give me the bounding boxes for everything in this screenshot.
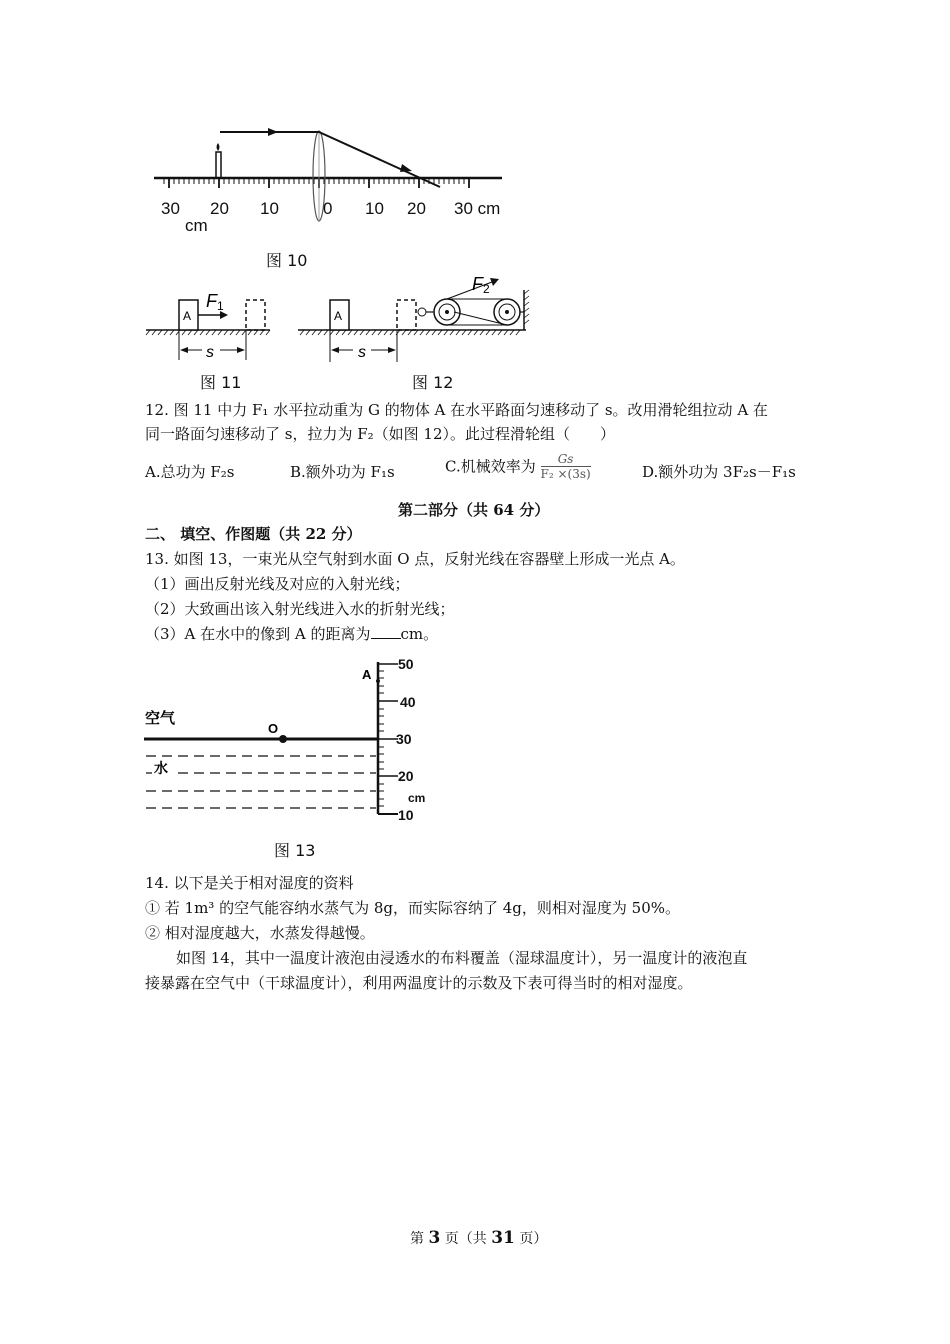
q14-item-1: ① 若 1m³ 的空气能容纳水蒸气为 8g，而实际容纳了 4g，则相对湿度为 50%。 (145, 899, 681, 917)
page-number: 3 (428, 1228, 441, 1248)
fraction-denominator: F₂ ×(3s) (540, 467, 591, 481)
scale-unit-cm: cm (408, 791, 426, 805)
block-a-label: A (183, 309, 192, 323)
fraction-numerator: Gs (541, 452, 591, 467)
answer-blank[interactable] (371, 624, 401, 639)
tick-label-30-left: 30 (161, 199, 180, 218)
q12-option-b[interactable]: B.额外功为 F₁s (290, 463, 395, 481)
distance-arrowhead-right (388, 347, 396, 353)
q13-subq-3-suffix: cm。 (400, 625, 439, 643)
scale-label-40: 40 (400, 694, 416, 710)
q12-line-1: 12. 图 11 中力 F₁ 水平拉动重为 G 的物体 A 在水平路面匀速移动了 s。改用滑轮组拉动 A 在 (145, 401, 768, 419)
q13-subq-3-prefix: （3）A 在水中的像到 A 的距离为 (145, 625, 371, 643)
footer-mid: 页（共 (444, 1231, 487, 1247)
q14-item-2: ② 相对湿度越大，水蒸发得越慢。 (145, 924, 375, 942)
distance-label-s: s (206, 344, 214, 361)
figure-11-caption: 图 11 (200, 373, 242, 392)
candle-flame (217, 143, 220, 151)
tick-label-20-left: 20 (210, 199, 229, 218)
q14-stem: 14. 以下是关于相对湿度的资料 (145, 874, 354, 892)
total-pages: 31 (491, 1228, 515, 1248)
water-label: 水 (154, 760, 168, 776)
q12-line-2: 同一路面匀速移动了 s，拉力为 F₂（如图 12）。此过程滑轮组（ ） (145, 425, 616, 443)
fixed-pulley (494, 299, 520, 325)
footer-suffix: 页） (519, 1231, 548, 1247)
point-a (376, 679, 380, 683)
point-o (279, 735, 287, 743)
distance-arrowhead-right (237, 347, 245, 353)
tick-label-20-right: 20 (407, 199, 426, 218)
figure-13-caption: 图 13 (274, 841, 316, 860)
block-a-label: A (334, 309, 343, 323)
movable-pulley (434, 299, 460, 325)
section-2-title: 二、 填空、作图题（共 22 分） (145, 525, 362, 543)
object-candle (216, 152, 221, 178)
unit-label: cm (185, 216, 208, 235)
tick-label-30-right: 30 cm (454, 199, 501, 218)
figure-10-caption: 图 10 (266, 251, 308, 270)
ray-arrow (268, 128, 278, 136)
water-dashes (146, 756, 376, 808)
page-footer (410, 1228, 547, 1249)
tick-label-10-left: 10 (260, 199, 279, 218)
scale-label-30: 30 (396, 731, 412, 747)
q13-subq-2: （2）大致画出该入射光线进入水的折射光线； (145, 600, 455, 618)
force-label-f2: F2 (472, 274, 490, 296)
point-a-label: A (362, 667, 372, 682)
air-label: 空气 (145, 710, 176, 727)
ruler-major-ticks (378, 664, 398, 776)
figure-10-diagram (140, 120, 540, 240)
scale-label-20: 20 (398, 768, 414, 784)
distance-arrowhead-left (331, 347, 339, 353)
point-o-label: O (268, 721, 279, 736)
q13-subq-1: （1）画出反射光线及对应的入射光线； (145, 575, 410, 593)
figure-12-caption: 图 12 (412, 373, 454, 392)
tick-label-0: 0 (323, 199, 333, 218)
footer-prefix: 第 (410, 1231, 424, 1247)
q12-option-a[interactable]: A.总功为 F₂s (145, 463, 235, 481)
block-a-final-position (397, 300, 416, 330)
q12-option-c-prefix: C.机械效率为 (445, 457, 536, 476)
distance-arrowhead-left (180, 347, 188, 353)
q12-option-d[interactable]: D.额外功为 3F₂s－F₁s (642, 463, 796, 481)
q13-subq-3 (145, 624, 438, 644)
q13-stem: 13. 如图 13，一束光从空气射到水面 O 点，反射光线在容器壁上形成一光点 A。 (145, 550, 685, 568)
block-a-final-position (246, 300, 265, 330)
tick-label-10-right: 10 (365, 199, 384, 218)
q14-paragraph-line-1: 如图 14，其中一温度计液泡由浸透水的布料覆盖（湿球温度计），另一温度计的液泡直 (176, 949, 748, 967)
hook (418, 308, 426, 316)
force-label-f1: F1 (206, 291, 224, 313)
q14-paragraph-line-2: 接暴露在空气中（干球温度计），利用两温度计的示数及下表可得当时的相对湿度。 (145, 974, 693, 992)
part-2-title: 第二部分（共 64 分） (398, 501, 550, 519)
scale-label-50: 50 (398, 656, 414, 672)
efficiency-fraction (541, 452, 591, 481)
refracted-ray-arrow (400, 164, 412, 172)
distance-label-s: s (358, 344, 366, 361)
figure-13-diagram (140, 652, 440, 832)
scale-label-10: 10 (398, 807, 414, 823)
q12-option-c[interactable] (445, 452, 591, 481)
